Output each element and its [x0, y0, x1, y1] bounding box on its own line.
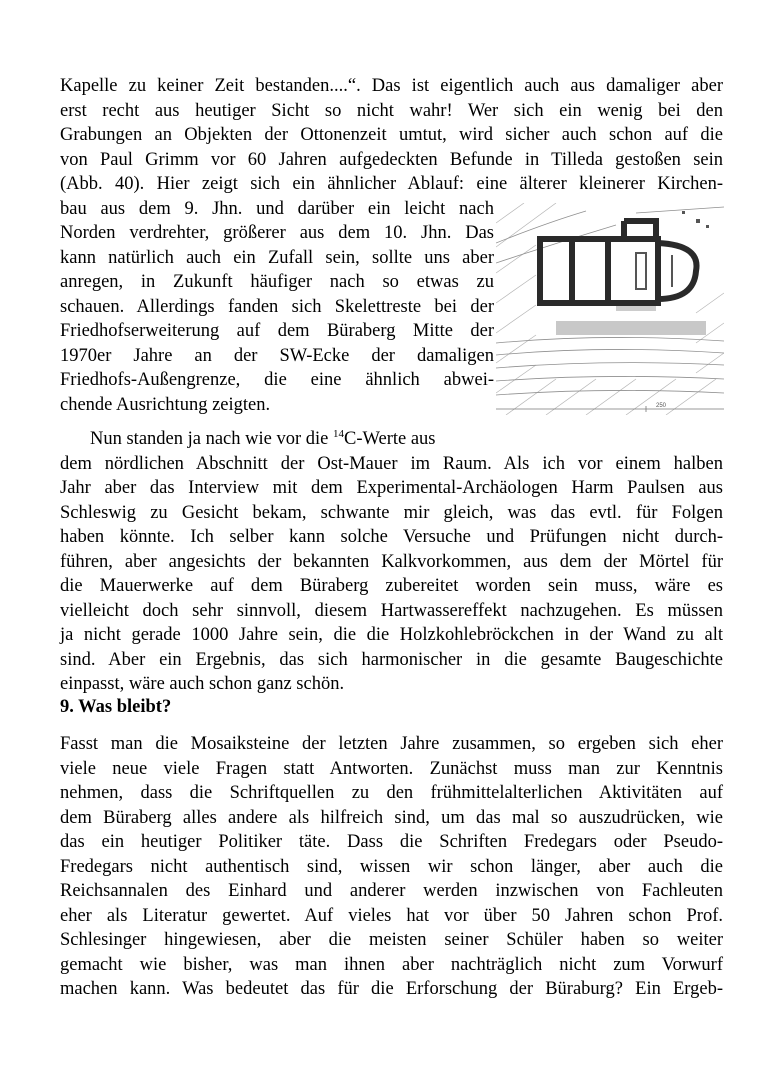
text-line: die Mauerwerke auf dem Büraberg zubereitet worden sein muss, wäre es [60, 576, 723, 596]
text-line: anregen, in Zukunft häufiger nach so etwas zu [60, 272, 494, 292]
text-line: chende Ausrichtung zeigten. [60, 394, 271, 415]
text-line: dem Büraberg alles andere als hilfreich sind, um das mal so auszudrücken, wie [60, 807, 723, 828]
text-line: Reichsannalen des Einhard und anderer werden inzwischen von Fachleuten [60, 881, 723, 901]
text-line: Schleswig zu Gesicht bekam, schwante mir gleich, was das evtl. für Folgen [60, 502, 723, 523]
excavation-plan-figure [496, 203, 724, 415]
text-line: 1970er Jahre an der SW-Ecke der damaligen [60, 345, 494, 366]
text-line: Fasst man die Mosaiksteine der letzten Jahre zusammen, so ergeben sich eher [60, 734, 723, 754]
text-line: erst recht aus heutiger Sicht so nicht wahr! Wer sich ein wenig bei den [60, 100, 723, 121]
text-line: sind. Aber ein Ergebnis, das sich harmonischer in die gesamte Baugeschichte [60, 649, 723, 670]
text-line: führen, aber angesichts der bekannten Kalkvorkommen, aus dem der Mörtel für [60, 551, 723, 572]
text-line: (Abb. 40). Hier zeigt sich ein ähnlicher Ablauf: eine älterer kleinerer Kirchen- [60, 174, 723, 194]
text-line: von Paul Grimm vor 60 Jahren aufgedeckten Befunde in Tilleda gestoßen sein [60, 149, 723, 170]
text-line: einpasst, wäre auch schon ganz schön. [60, 674, 345, 694]
text-line: eher als Literatur gewertet. Auf vieles hat vor über 50 Jahren schon Prof. [60, 905, 723, 926]
text-line: Friedhofs-Außengrenze, die eine ähnlich abwei- [60, 370, 494, 390]
text-line: gemacht wie bisher, was man ihnen aber nachträglich nicht zum Vorwurf [60, 954, 723, 975]
text-line: Norden verdrehter, größerer aus dem 10. Jhn. Das [60, 223, 494, 243]
text-line: haben könnte. Ich selber kann solche Versuche und Prüfungen nicht durch- [60, 527, 723, 547]
text-line: nehmen, dass die Schriftquellen zu den frühmittelalterlichen Aktivitäten auf [60, 783, 723, 803]
text-line: Kapelle zu keiner Zeit bestanden....“. Das ist eigentlich auch aus damaliger aber [60, 76, 723, 96]
section-heading: 9. Was bleibt? [60, 697, 172, 717]
superscript-14: 14 [333, 428, 344, 440]
text-line: machen kann. Was bedeutet das für die Erforschung der Büraburg? Ein Ergeb- [60, 979, 723, 999]
text-line: Grabungen an Objekten der Ottonenzeit umtut, wird sicher auch schon auf die [60, 125, 723, 145]
text-line: Nun standen ja nach wie vor die $^{14}$C-Werte aus [90, 428, 436, 449]
text-line: vielleicht doch sehr sinnvoll, diesem Hartwassereffekt nachzugehen. Es müssen [60, 600, 723, 621]
text-line: Friedhofserweiterung auf dem Büraberg Mitte der [60, 321, 494, 341]
text-line: Jahr aber das Interview mit dem Experimental-Archäologen Harm Paulsen aus [60, 478, 723, 498]
text-line: bau aus dem 9. Jhn. und darüber ein leicht nach [60, 198, 494, 219]
text-line: dem nördlichen Abschnitt der Ost-Mauer im Raum. Als ich vor einem halben [60, 453, 723, 474]
text-line: ja nicht gerade 1000 Jahre sein, die die Holzkohlebröckchen in der Wand zu alt [60, 625, 723, 645]
scale-label: 250 [656, 403, 667, 409]
text-line: das ein heutiger Politiker täte. Dass die Schriften Fredegars oder Pseudo- [60, 832, 723, 852]
text-line: schauen. Allerdings fanden sich Skelettreste bei der [60, 296, 494, 317]
text-line: kann natürlich auch ein Zufall sein, sollte uns aber [60, 247, 494, 268]
text-line: viele neue viele Fragen statt Antworten. Zunächst muss man zur Kenntnis [60, 758, 723, 779]
text-line: Schlesinger hingewiesen, aber die meisten seiner Schüler haben so weiter [60, 930, 723, 950]
text-line: Fredegars nicht authentisch sind, wissen wir schon länger, aber auch die [60, 856, 723, 877]
